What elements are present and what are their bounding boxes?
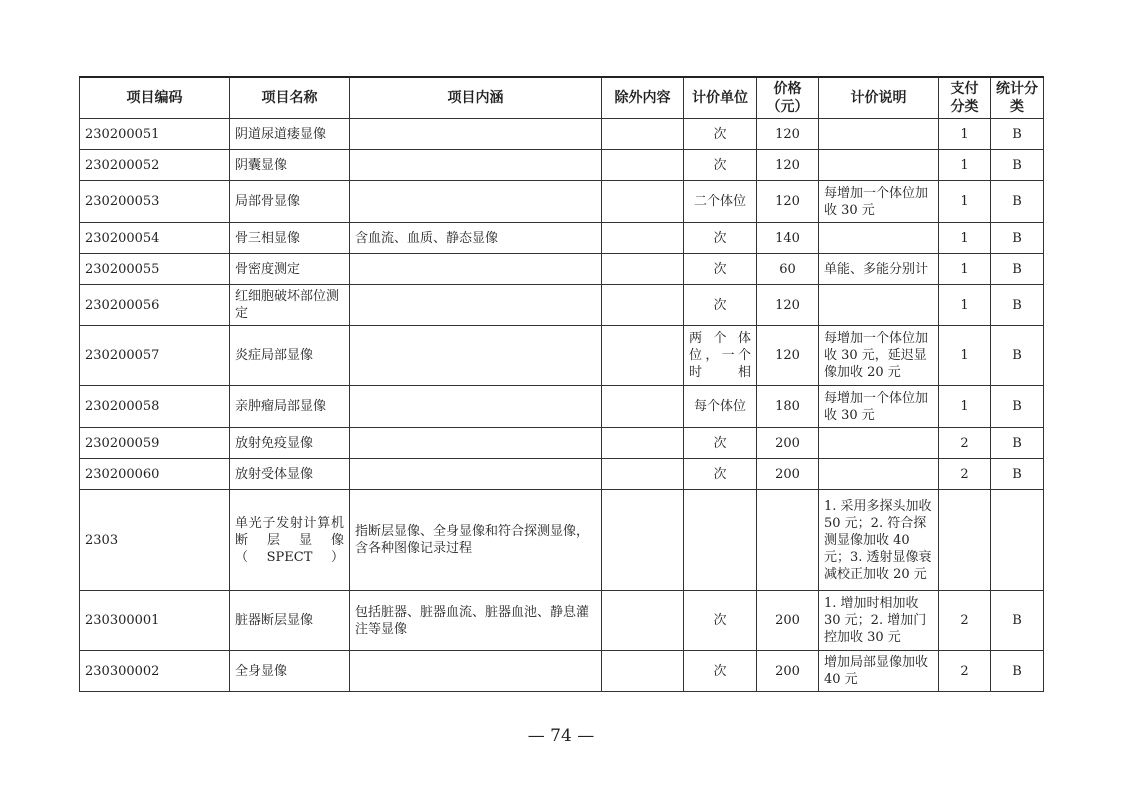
cell-price: 120 xyxy=(757,326,819,386)
cell-excluded xyxy=(602,326,684,386)
cell-name: 局部骨显像 xyxy=(230,181,350,223)
cell-content xyxy=(350,181,602,223)
cell-code: 2303 xyxy=(80,490,230,591)
cell-price xyxy=(757,490,819,591)
table-row xyxy=(80,326,1044,386)
cell-price: 200 xyxy=(757,651,819,692)
cell-name: 红细胞破坏部位测定 xyxy=(230,285,350,326)
cell-code: 230200055 xyxy=(80,254,230,285)
cell-note: 每增加一个体位加收 30 元，延迟显像加收 20 元 xyxy=(819,326,939,386)
cell-note xyxy=(819,428,939,459)
cell-excluded xyxy=(602,386,684,428)
cell-note xyxy=(819,119,939,150)
cell-stat-class: B xyxy=(991,428,1044,459)
cell-unit: 每个体位 xyxy=(684,386,757,428)
cell-name: 阴道尿道瘘显像 xyxy=(230,119,350,150)
table-row xyxy=(80,591,1044,651)
cell-pay-class: 1 xyxy=(939,119,991,150)
header-note: 计价说明 xyxy=(819,77,939,119)
cell-content xyxy=(350,254,602,285)
cell-unit: 二个体位 xyxy=(684,181,757,223)
cell-note xyxy=(819,150,939,181)
cell-unit: 次 xyxy=(684,651,757,692)
cell-name: 骨三相显像 xyxy=(230,223,350,254)
cell-code: 230200058 xyxy=(80,386,230,428)
cell-unit: 次 xyxy=(684,223,757,254)
table-row xyxy=(80,428,1044,459)
cell-content xyxy=(350,651,602,692)
cell-code: 230200054 xyxy=(80,223,230,254)
cell-note xyxy=(819,285,939,326)
cell-content xyxy=(350,386,602,428)
cell-name: 全身显像 xyxy=(230,651,350,692)
cell-stat-class: B xyxy=(991,651,1044,692)
cell-note: 每增加一个体位加收 30 元 xyxy=(819,386,939,428)
cell-code: 230200060 xyxy=(80,459,230,490)
cell-pay-class: 1 xyxy=(939,326,991,386)
cell-unit: 次 xyxy=(684,285,757,326)
cell-excluded xyxy=(602,181,684,223)
cell-pay-class: 1 xyxy=(939,150,991,181)
cell-price: 140 xyxy=(757,223,819,254)
cell-excluded xyxy=(602,459,684,490)
cell-price: 200 xyxy=(757,428,819,459)
header-stat-class: 统计分类 xyxy=(991,77,1044,119)
table-row xyxy=(80,285,1044,326)
cell-excluded xyxy=(602,119,684,150)
cell-pay-class: 2 xyxy=(939,651,991,692)
cell-price: 120 xyxy=(757,150,819,181)
cell-code: 230200053 xyxy=(80,181,230,223)
cell-excluded xyxy=(602,490,684,591)
cell-code: 230200057 xyxy=(80,326,230,386)
cell-stat-class: B xyxy=(991,285,1044,326)
cell-name: 脏器断层显像 xyxy=(230,591,350,651)
cell-name: 炎症局部显像 xyxy=(230,326,350,386)
cell-excluded xyxy=(602,591,684,651)
header-excluded: 除外内容 xyxy=(602,77,684,119)
cell-unit: 次 xyxy=(684,459,757,490)
cell-content: 指断层显像、全身显像和符合探测显像，含各种图像记录过程 xyxy=(350,490,602,591)
cell-pay-class: 1 xyxy=(939,254,991,285)
cell-unit: 两个体位，一个时相 xyxy=(684,326,757,386)
cell-price: 120 xyxy=(757,119,819,150)
cell-note: 增加局部显像加收 40 元 xyxy=(819,651,939,692)
cell-price: 200 xyxy=(757,459,819,490)
cell-content xyxy=(350,119,602,150)
cell-price: 120 xyxy=(757,181,819,223)
cell-pay-class: 1 xyxy=(939,223,991,254)
cell-pay-class: 2 xyxy=(939,428,991,459)
cell-unit: 次 xyxy=(684,254,757,285)
cell-code: 230200051 xyxy=(80,119,230,150)
cell-name: 放射受体显像 xyxy=(230,459,350,490)
cell-unit: 次 xyxy=(684,591,757,651)
table-row xyxy=(80,254,1044,285)
cell-note xyxy=(819,223,939,254)
cell-pay-class: 1 xyxy=(939,386,991,428)
cell-code: 230300001 xyxy=(80,591,230,651)
cell-price: 120 xyxy=(757,285,819,326)
cell-unit xyxy=(684,490,757,591)
cell-code: 230200059 xyxy=(80,428,230,459)
cell-content: 含血流、血质、静态显像 xyxy=(350,223,602,254)
table-header-row xyxy=(80,77,1044,119)
cell-stat-class: B xyxy=(991,591,1044,651)
cell-content xyxy=(350,428,602,459)
cell-note: 1. 采用多探头加收 50 元；2. 符合探测显像加收 40 元；3. 透射显像衰减校正加收 20 元 xyxy=(819,490,939,591)
cell-stat-class: B xyxy=(991,254,1044,285)
table-row xyxy=(80,181,1044,223)
cell-stat-class xyxy=(991,490,1044,591)
header-price: 价格（元） xyxy=(757,77,819,119)
cell-content xyxy=(350,326,602,386)
cell-note: 每增加一个体位加收 30 元 xyxy=(819,181,939,223)
cell-code: 230200056 xyxy=(80,285,230,326)
table-row xyxy=(80,119,1044,150)
cell-stat-class: B xyxy=(991,119,1044,150)
cell-stat-class: B xyxy=(991,326,1044,386)
cell-note: 1. 增加时相加收 30 元；2. 增加门控加收 30 元 xyxy=(819,591,939,651)
table-row xyxy=(80,459,1044,490)
cell-name: 亲肿瘤局部显像 xyxy=(230,386,350,428)
cell-price: 60 xyxy=(757,254,819,285)
cell-excluded xyxy=(602,150,684,181)
table-row xyxy=(80,651,1044,692)
cell-stat-class: B xyxy=(991,150,1044,181)
cell-content xyxy=(350,459,602,490)
header-code: 项目编码 xyxy=(80,77,230,119)
cell-pay-class: 1 xyxy=(939,285,991,326)
cell-name: 放射免疫显像 xyxy=(230,428,350,459)
cell-stat-class: B xyxy=(991,223,1044,254)
cell-stat-class: B xyxy=(991,459,1044,490)
header-content: 项目内涵 xyxy=(350,77,602,119)
cell-stat-class: B xyxy=(991,386,1044,428)
cell-excluded xyxy=(602,254,684,285)
cell-code: 230200052 xyxy=(80,150,230,181)
cell-pay-class: 1 xyxy=(939,181,991,223)
cell-note: 单能、多能分别计 xyxy=(819,254,939,285)
cell-unit: 次 xyxy=(684,428,757,459)
table-row xyxy=(80,150,1044,181)
cell-name: 骨密度测定 xyxy=(230,254,350,285)
table-row xyxy=(80,490,1044,591)
cell-code: 230300002 xyxy=(80,651,230,692)
cell-excluded xyxy=(602,223,684,254)
cell-price: 180 xyxy=(757,386,819,428)
cell-name: 阴囊显像 xyxy=(230,150,350,181)
table-row xyxy=(80,386,1044,428)
header-unit: 计价单位 xyxy=(684,77,757,119)
cell-excluded xyxy=(602,428,684,459)
cell-stat-class: B xyxy=(991,181,1044,223)
cell-content: 包括脏器、脏器血流、脏器血池、静息灌注等显像 xyxy=(350,591,602,651)
cell-content xyxy=(350,285,602,326)
table-row xyxy=(80,223,1044,254)
cell-excluded xyxy=(602,651,684,692)
cell-content xyxy=(350,150,602,181)
cell-unit: 次 xyxy=(684,150,757,181)
cell-pay-class: 2 xyxy=(939,591,991,651)
cell-note xyxy=(819,459,939,490)
header-name: 项目名称 xyxy=(230,77,350,119)
cell-excluded xyxy=(602,285,684,326)
header-pay-class: 支付分类 xyxy=(939,77,991,119)
cell-pay-class xyxy=(939,490,991,591)
cell-unit: 次 xyxy=(684,119,757,150)
page-number: — 74 — xyxy=(527,726,595,746)
cell-name: 单光子发射计算机断层显像（SPECT） xyxy=(230,490,350,591)
cell-pay-class: 2 xyxy=(939,459,991,490)
price-table xyxy=(79,76,1044,692)
cell-price: 200 xyxy=(757,591,819,651)
